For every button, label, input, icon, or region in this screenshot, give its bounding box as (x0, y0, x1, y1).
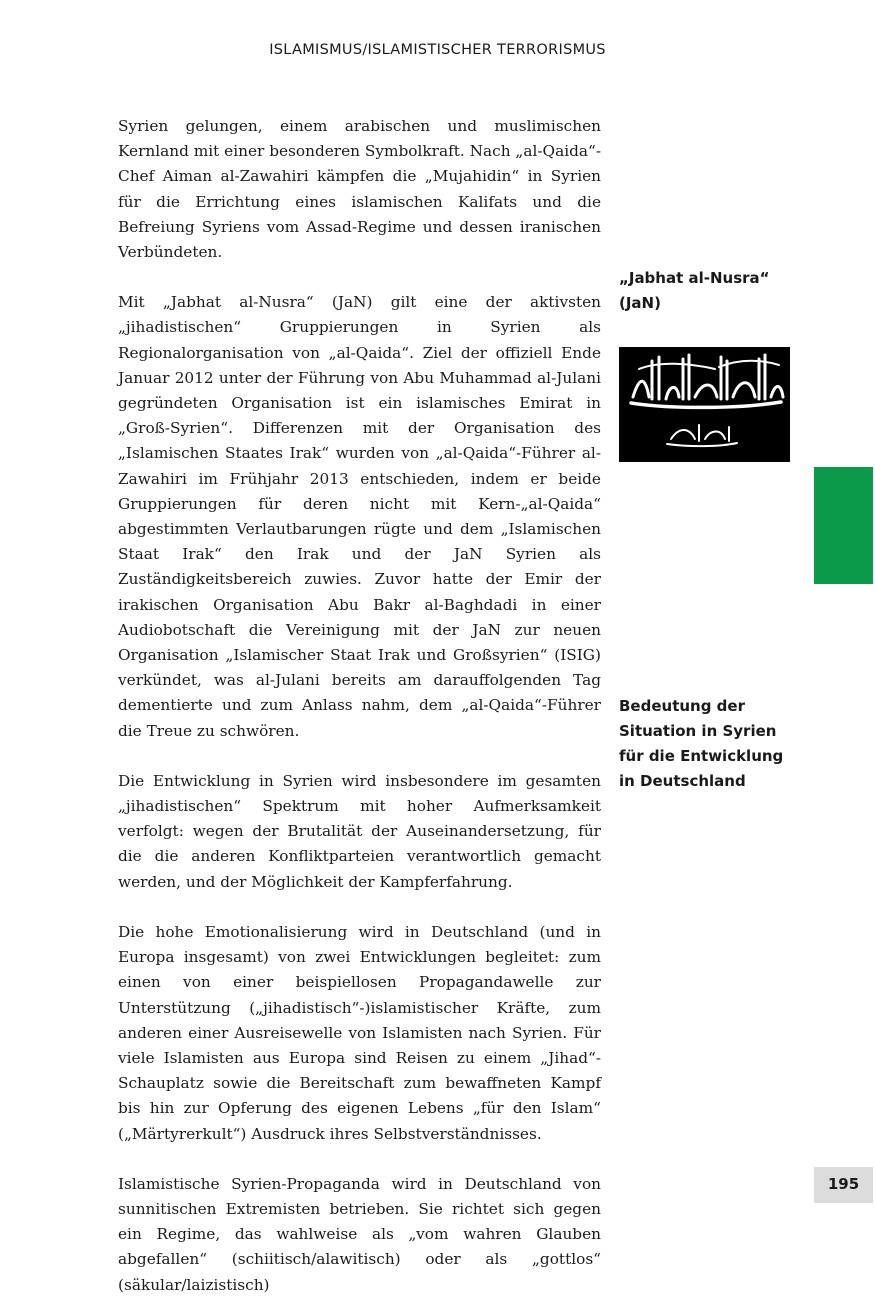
main-text-column (118, 114, 601, 1298)
sidebar-heading-bedeutung: Bedeutung der Situation in Syrien für die Entwicklung in Deutschland (619, 697, 784, 790)
body-paragraph: Syrien gelungen, einem arabischen und muslimischen Kernland mit einer besonderen Symbolkraft. Nach „al-Qaida“-Chef Aiman al-Zawahiri kämpfen die „Mujahidin“ in Syrien für die Errichtung eines islamischen Kalifats und die Befreiung Syriens vom Assad-Regime und dessen iranischen Verbündeten. (118, 117, 601, 262)
running-header: ISLAMISMUS/ISLAMISTISCHER TERRORISMUS (269, 42, 606, 58)
section-color-tab (814, 467, 873, 584)
jabhat-al-nusra-flag-icon (619, 347, 790, 462)
body-paragraph: Islamistische Syrien-Propaganda wird in Deutschland von sunnitischen Extremisten betrieben. Sie richtet sich gegen ein Regime, das wahlweise als „vom wahren Glauben abgefallen“ (schiitisch/alawitisch) oder als „gottlos“ (säkular/laizistisch) (118, 1174, 601, 1294)
sidebar-heading-jabhat-al-nusra: „Jabhat al-Nusra“ (JaN) (619, 269, 770, 312)
page-number: 195 (814, 1167, 873, 1203)
body-paragraph: Mit „Jabhat al-Nusra“ (JaN) gilt eine der aktivsten „jihadistischen“ Gruppierungen in Syrien als Regionalorganisation von „al-Qaida“. Ziel der offiziell Ende Januar 2012 unter der Führung von Abu Muhammad al-Julani gegründeten Organisation ist ein islamisches Emirat in „Groß-Syrien“. Differenzen mit der Organisation des „Islamischen Staates Irak“ wurden von „al-Qaida“-Führer al-Zawahiri im Frühjahr 2013 entschieden, indem er beide Gruppierungen für deren nicht mit Kern-„al-Qaida“ abgestimmten Verlautbarungen rügte und dem „Islamischen Staat Irak“ den Irak und der JaN Syrien als Zuständigkeitsbereich zuwies. Zuvor hatte der Emir der irakischen Organisation Abu Bakr al-Baghdadi in einer Audiobotschaft die Vereinigung mit der JaN zur neuen Organisation „Islamischer Staat Irak und Großsyrien“ (ISIG) verkündet, was al-Julani bereits am darauffolgenden Tag dementierte und zum Anlass nahm, dem „al-Qaida“-Führer die Treue zu schwören. (118, 293, 601, 740)
body-paragraph: Die hohe Emotionalisierung wird in Deutschland (und in Europa insgesamt) von zwei Entwicklungen begleitet: zum einen von einer beispiellosen Propagandawelle zur Unterstützung („jihadistisch“-)islamistischer Kräfte, zum anderen einer Ausreisewelle von Islamisten nach Syrien. Für viele Islamisten aus Europa sind Reisen zu einem „Jihad“-Schauplatz sowie die Bereitschaft zum bewaffneten Kampf bis hin zur Opferung des eigenen Lebens „für den Islam“ („Märtyrerkult“) Ausdruck ihres Selbstverständnisses. (118, 922, 601, 1143)
body-paragraph: Die Entwicklung in Syrien wird insbesondere im gesamten „jihadistischen“ Spektrum mit hoher Aufmerksamkeit verfolgt: wegen der Brutalität der Auseinandersetzung, für die die anderen Konfliktparteien verantwortlich gemacht werden, und der Möglichkeit der Kampferfahrung. (118, 771, 601, 891)
